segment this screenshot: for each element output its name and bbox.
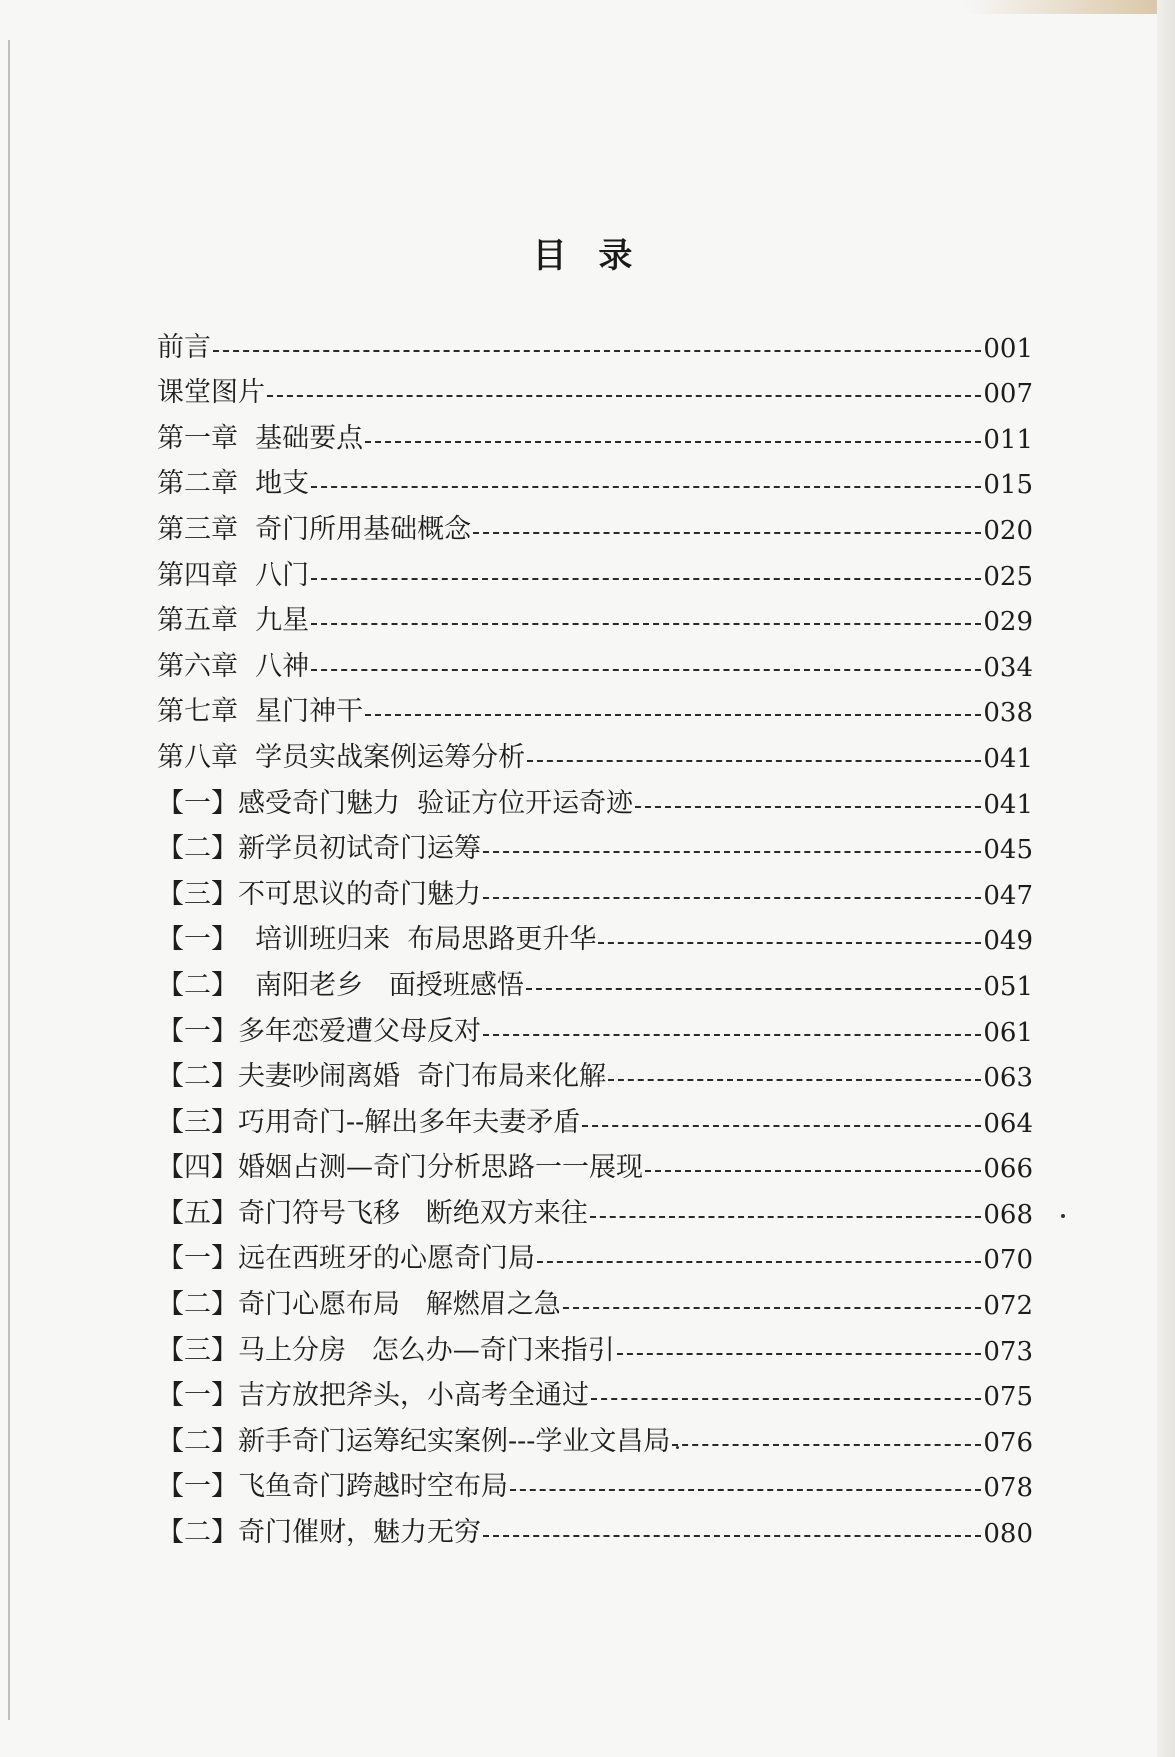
toc-leader-dashes — [510, 1489, 981, 1491]
toc-entry-label: 【二】 南阳老乡 面授班感悟 — [157, 969, 524, 1001]
toc-entry-label: 【二】奇门心愿布局 解燃眉之急 — [157, 1289, 561, 1321]
toc-leader-dashes — [311, 623, 981, 625]
page-binding-edge — [8, 40, 10, 1720]
toc-entry — [157, 728, 1033, 774]
toc-entry — [157, 500, 1033, 546]
toc-entry-page-number: 066 — [983, 1154, 1033, 1185]
toc-entry-label: 【五】奇门符号飞移 断绝双方来往 — [157, 1197, 588, 1229]
toc-entry-label: 第三章 奇门所用基础概念 — [157, 513, 472, 545]
toc-entry-label: 【一】远在西班牙的心愿奇门局 — [157, 1243, 535, 1275]
toc-entry — [157, 1184, 1033, 1230]
toc-leader-dashes — [598, 942, 981, 944]
toc-entry — [157, 1048, 1033, 1094]
toc-leader-dashes — [527, 760, 981, 762]
toc-entry-label: 【一】多年恋爱遭父母反对 — [157, 1015, 481, 1047]
toc-entry — [157, 1275, 1033, 1321]
toc-leader-dashes — [483, 1034, 981, 1036]
toc-leader-dashes — [483, 897, 981, 899]
toc-entry-page-number: 038 — [983, 698, 1033, 729]
toc-entry-label: 【一】飞鱼奇门跨越时空布局 — [157, 1471, 508, 1503]
toc-entry — [157, 1002, 1033, 1048]
toc-leader-dashes — [473, 532, 981, 534]
toc-entry-page-number: 068 — [983, 1199, 1033, 1230]
toc-entry — [157, 592, 1033, 638]
toc-entry-page-number: 072 — [983, 1291, 1033, 1322]
toc-leader-dashes — [526, 988, 981, 990]
toc-entry — [157, 455, 1033, 501]
page-title: 目 录 — [532, 236, 643, 276]
toc-entry — [157, 1093, 1033, 1139]
toc-leader-dashes — [311, 669, 981, 671]
toc-leader-dashes — [635, 806, 981, 808]
toc-entry-label: 第七章 星门神干 — [157, 696, 364, 728]
toc-leader-dashes — [311, 486, 981, 488]
toc-leader-dashes — [365, 714, 981, 716]
toc-leader-dashes — [608, 1079, 981, 1081]
toc-entry-label: 第五章 九星 — [157, 605, 310, 637]
toc-entry-page-number: 011 — [983, 424, 1033, 455]
toc-entry-page-number: 015 — [983, 470, 1033, 501]
toc-entry-page-number: 045 — [983, 835, 1033, 866]
toc-entry — [157, 318, 1033, 364]
toc-entry-label: 第八章 学员实战案例运筹分析 — [157, 741, 526, 773]
toc-entry-label: 【三】不可思议的奇门魅力 — [157, 878, 481, 910]
toc-entry — [157, 637, 1033, 683]
toc-entry-label: 【一】 培训班归来 布局思路更升华 — [157, 924, 597, 956]
toc-entry-page-number: 080 — [983, 1519, 1033, 1550]
toc-entry-label: 【三】马上分房 怎么办—奇门来指引 — [157, 1334, 615, 1366]
toc-leader-dashes — [563, 1307, 982, 1309]
toc-entry-page-number: 020 — [983, 515, 1033, 546]
toc-leader-dashes — [213, 350, 981, 352]
toc-entry-page-number: 076 — [983, 1427, 1033, 1458]
toc-entry — [157, 911, 1033, 957]
table-of-contents — [157, 318, 1033, 1549]
toc-entry — [157, 1230, 1033, 1276]
toc-entry — [157, 1321, 1033, 1367]
toc-entry — [157, 364, 1033, 410]
toc-entry — [157, 1139, 1033, 1185]
toc-entry-page-number: 041 — [983, 743, 1033, 774]
toc-entry-page-number: 070 — [983, 1245, 1033, 1276]
toc-entry-page-number: 075 — [983, 1382, 1033, 1413]
toc-leader-dashes — [617, 1353, 982, 1355]
ink-speck — [1061, 1214, 1065, 1218]
toc-entry-label: 第六章 八神 — [157, 650, 310, 682]
toc-entry — [157, 546, 1033, 592]
toc-entry-label: 第一章 基础要点 — [157, 422, 364, 454]
toc-leader-dashes — [365, 441, 981, 443]
toc-entry-label: 【二】新学员初试奇门运筹 — [157, 833, 481, 865]
toc-leader-dashes — [672, 1444, 981, 1446]
toc-entry-page-number: 051 — [983, 971, 1033, 1002]
toc-entry — [157, 1458, 1033, 1504]
toc-entry-page-number: 061 — [983, 1017, 1033, 1048]
toc-entry — [157, 774, 1033, 820]
toc-entry-page-number: 007 — [983, 379, 1033, 410]
toc-entry-label: 【二】奇门催财，魅力无穷 — [157, 1517, 481, 1549]
toc-leader-dashes — [537, 1261, 981, 1263]
toc-entry-label: 【三】巧用奇门--解出多年夫妻矛盾 — [157, 1106, 581, 1138]
toc-entry-page-number: 064 — [983, 1108, 1033, 1139]
toc-entry — [157, 1367, 1033, 1413]
toc-entry-page-number: 001 — [983, 333, 1033, 364]
toc-leader-dashes — [590, 1216, 982, 1218]
toc-leader-dashes — [267, 395, 981, 397]
toc-entry-page-number: 049 — [983, 926, 1033, 957]
toc-leader-dashes — [311, 578, 981, 580]
page-stain — [965, 0, 1175, 14]
toc-entry — [157, 820, 1033, 866]
toc-entry-label: 【一】感受奇门魅力 验证方位开运奇迹 — [157, 787, 634, 819]
toc-entry-label: 【二】新手奇门运筹纪实案例---学业文昌局 — [157, 1425, 671, 1457]
toc-entry — [157, 956, 1033, 1002]
toc-entry — [157, 865, 1033, 911]
toc-entry-page-number: 073 — [983, 1336, 1033, 1367]
toc-leader-dashes — [645, 1170, 981, 1172]
toc-entry-label: 【二】夫妻吵闹离婚 奇门布局来化解 — [157, 1061, 607, 1093]
toc-entry-page-number: 034 — [983, 652, 1033, 683]
toc-entry-label: 前言 — [157, 331, 211, 363]
toc-entry — [157, 409, 1033, 455]
toc-entry-page-number: 029 — [983, 607, 1033, 638]
toc-leader-dashes — [483, 851, 981, 853]
toc-entry — [157, 1412, 1033, 1458]
toc-entry-page-number: 047 — [983, 880, 1033, 911]
toc-entry-page-number: 078 — [983, 1473, 1033, 1504]
toc-entry — [157, 683, 1033, 729]
toc-entry-label: 课堂图片 — [157, 377, 265, 409]
toc-leader-dashes — [483, 1535, 981, 1537]
toc-leader-dashes — [582, 1125, 981, 1127]
ink-speck — [676, 1446, 679, 1449]
toc-leader-dashes — [591, 1398, 981, 1400]
toc-entry-label: 第二章 地支 — [157, 468, 310, 500]
toc-entry-page-number: 041 — [983, 789, 1033, 820]
toc-entry-page-number: 025 — [983, 561, 1033, 592]
toc-entry-label: 【四】婚姻占测—奇门分析思路一一展现 — [157, 1152, 643, 1184]
toc-entry — [157, 1503, 1033, 1549]
toc-entry-label: 【一】吉方放把斧头，小高考全通过 — [157, 1380, 589, 1412]
toc-entry-page-number: 063 — [983, 1063, 1033, 1094]
toc-entry-label: 第四章 八门 — [157, 559, 310, 591]
